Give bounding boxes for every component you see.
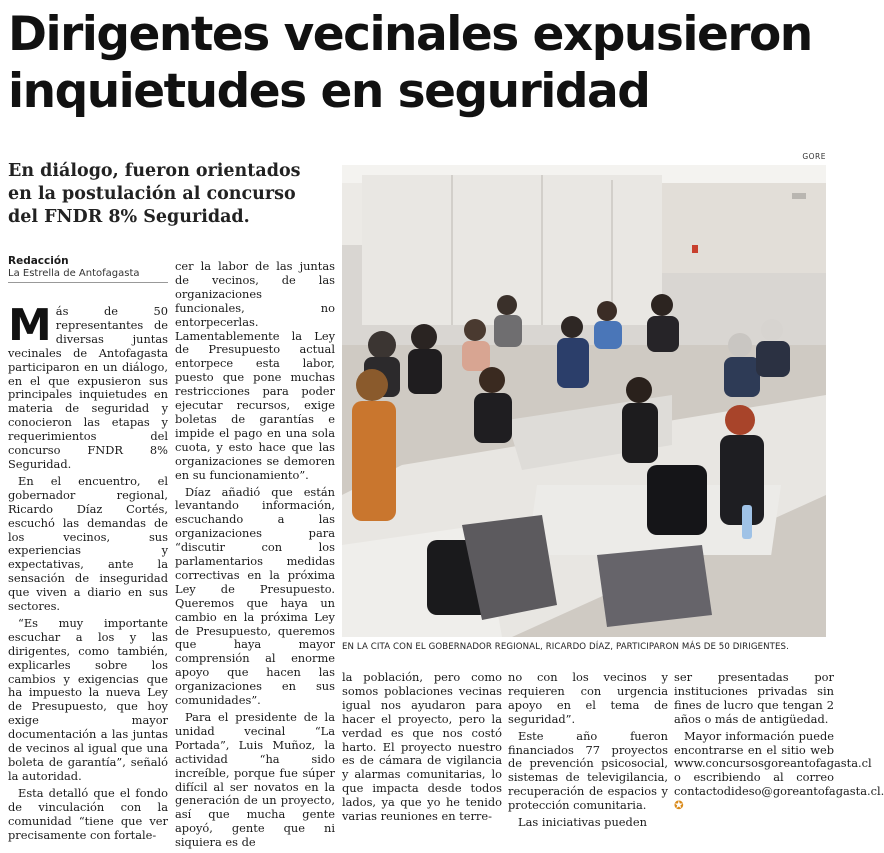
byline [8, 255, 168, 283]
text-column-1 [8, 300, 168, 845]
paragraph: la población, pero como somos poblaciones vecinas igual nos ayudaron para hacer el proyecto, pero la verdad es que nos costó harto. El proyecto nuestro es de cámara de vigilancia y alarmas comunitarias, lo que impacta desde todos lados, ya que yo he tenido varias reuniones en terre- [342, 670, 502, 824]
paragraph: ser presentadas por instituciones privadas sin fines de lucro que tengan 2 años o más de antigüedad. [674, 670, 834, 726]
byline-author: Redacción [8, 255, 69, 267]
paragraph: no con los vecinos y requieren con urgencia apoyo en el tema de seguridad”. [508, 670, 668, 726]
paragraph: Mayor información puede encontrarse en el sitio web www.concursosgoreantofagasta.cl o escribiendo al correo contactodideso@goreantofagasta.cl. ✪ [674, 728, 884, 813]
text-column-5 [674, 670, 884, 816]
paragraph: Más de 50 representantes de diversas juntas vecinales de Antofagasta participaron en un diálogo, en el que expusieron sus principales inquietudes en materia de seguridad y conocieron las etapas y requerimientos del concurso FNDR 8% Seguridad. [8, 300, 168, 471]
paragraph: Para el presidente de la unidad vecinal “La Portada”, Luis Muñoz, la actividad “ha sido increíble, porque fue súper difícil al ser novatos en la generación de un proyecto, así que mucha gente apoyó, gente que ni siquiera es de [175, 710, 335, 850]
paragraph: cer la labor de las juntas de vecinos, de las organizaciones funcionales, no entorpecerlas. Lamentablemente la Ley de Presupuesto actual entorpece esta labor, puesto que pone muchas restricciones para poder ejecutar recursos, exige boletas de garantías e impide el pago en una sola cuota, y esto hace que las organizaciones se demoren en su funcionamiento”. [175, 259, 335, 482]
paragraph: En el encuentro, el gobernador regional, Ricardo Díaz Cortés, escuchó las demandas de los vecinos, sus experiencias y expectativas, ante la sensación de inseguridad que viven a diario en sus sectores. [8, 473, 168, 614]
byline-outlet: La Estrella de Antofagasta [8, 268, 168, 283]
photo-credit: GORE [802, 152, 826, 161]
photo-caption: EN LA CITA CON EL GOBERNADOR REGIONAL, RICARDO DÍAZ, PARTICIPARON MÁS DE 50 DIRIGENTES. [342, 642, 789, 652]
article-deck: En diálogo, fueron orientados en la postulación al concurso del FNDR 8% Seguridad. [8, 161, 301, 227]
headline-line-1: Dirigentes vecinales expusieron [8, 7, 812, 62]
dropcap: M [8, 300, 52, 351]
article-photo [342, 165, 826, 637]
text-column-3 [342, 671, 502, 827]
text-column-4 [508, 671, 668, 833]
classroom-photo-illustration [342, 165, 826, 637]
paragraph: Esta detalló que el fondo de vinculación con la comunidad “tiene que ver precisamente con fortale- [8, 785, 168, 842]
paragraph: Díaz añadió que están levantando información, escuchando a las organizaciones para “discutir con los parlamentarios medidas correctivas en la próxima Ley de Presupuesto. Queremos que haya un cambio en la próxima Ley de Presupuesto, queremos que haya mayor comprensión al enorme apoyo que hacen las organizaciones en sus comunidades”. [175, 484, 335, 708]
paragraph: “Es muy importante escuchar a los y las dirigentes, como también, explicarles sobre los cambios y exigencias que ha impuesto la nueva Ley de Presupuesto, que hoy exige mayor documentación a las juntas de vecinos al igual que una boleta de garantía”, señaló la autoridad. [8, 615, 168, 783]
text-column-2 [175, 260, 335, 853]
end-mark-icon: ✪ [674, 798, 684, 813]
headline [8, 6, 828, 120]
paragraph: Este año fueron financiados 77 proyectos de prevención psicosocial, sistemas de televigilancia, recuperación de espacios y protección comunitaria. [508, 728, 668, 813]
headline-line-2: inquietudes en seguridad [8, 64, 650, 119]
paragraph: Las iniciativas pueden [518, 815, 647, 830]
